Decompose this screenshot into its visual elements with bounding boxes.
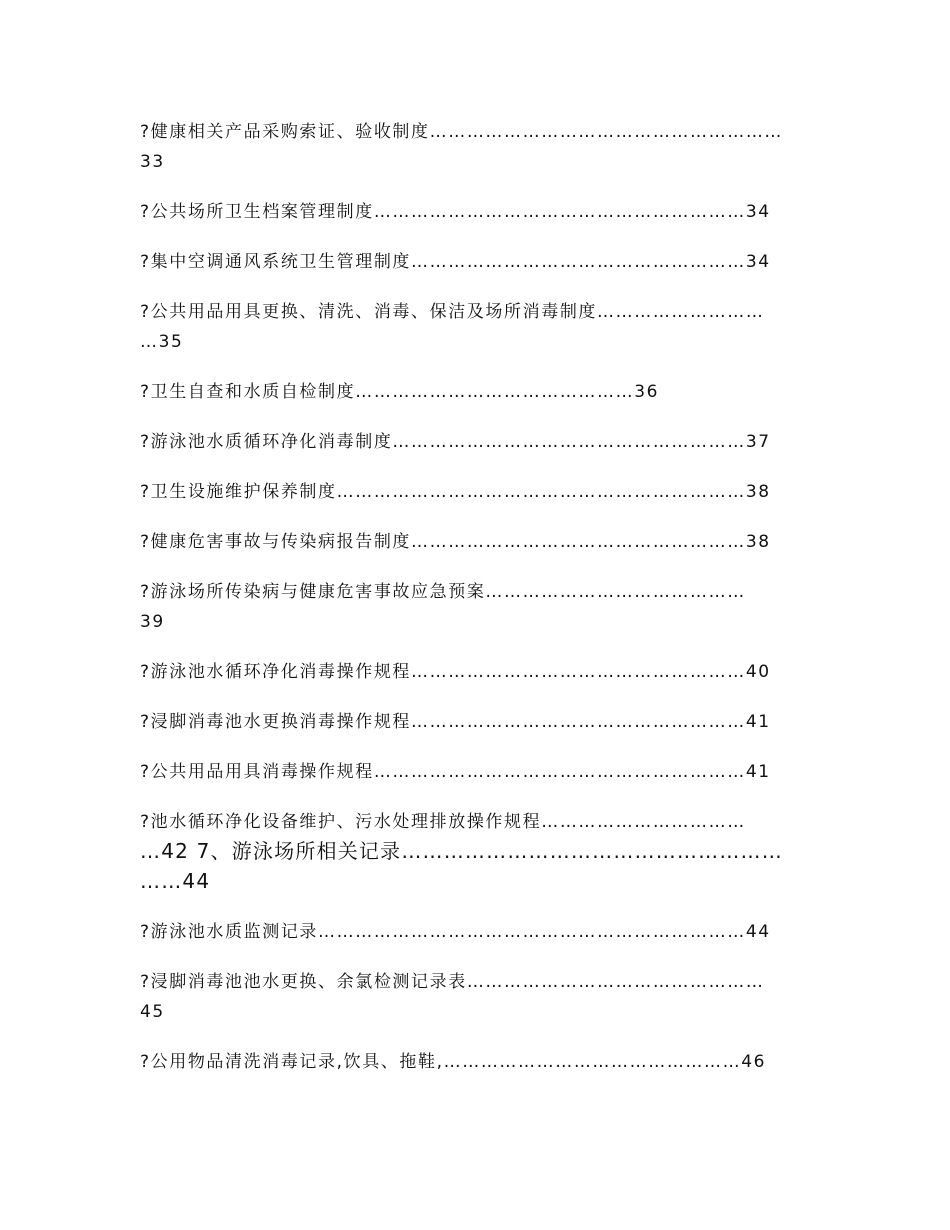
toc-entry-page-number: 45 xyxy=(140,1002,165,1022)
toc-entry-pool-water-circulation: ?游泳池水质循环净化消毒制度…………………………………………………37 xyxy=(140,432,771,452)
toc-entry-hygiene-archives: ?公共场所卫生档案管理制度……………………………………………………34 xyxy=(140,202,771,222)
toc-entry-page-number: ……44 xyxy=(140,869,211,893)
toc-entry-foot-bath-procedure: ?浸脚消毒池水更换消毒操作规程………………………………………………41 xyxy=(140,712,771,732)
toc-entry-procurement-verification: ?健康相关产品采购索证、验收制度………………………………………………… xyxy=(140,122,784,142)
toc-entry-foot-bath-chlorine-records: ?浸脚消毒池池水更换、余氯检测记录表………………………………………… xyxy=(140,972,765,992)
toc-entry-water-quality-records: ?游泳池水质监测记录……………………………………………………………44 xyxy=(140,922,771,942)
toc-entry-page-number: …35 xyxy=(140,332,184,352)
toc-entry-central-air-conditioning: ?集中空调通风系统卫生管理制度………………………………………………34 xyxy=(140,252,771,272)
toc-section-heading-records: …42 7、游泳场所相关记录……………………………………………… xyxy=(140,839,783,863)
toc-entry-incident-reporting: ?健康危害事故与传染病报告制度………………………………………………38 xyxy=(140,532,771,552)
toc-entry-pool-disinfection-procedure: ?游泳池水循环净化消毒操作规程………………………………………………40 xyxy=(140,662,771,682)
toc-entry-self-inspection: ?卫生自查和水质自检制度………………………………………36 xyxy=(140,382,660,402)
toc-entry-public-supplies-disinfection: ?公共用品用具更换、清洗、消毒、保洁及场所消毒制度……………………… xyxy=(140,302,765,322)
toc-entry-facility-maintenance: ?卫生设施维护保养制度…………………………………………………………38 xyxy=(140,482,771,502)
toc-entry-equipment-wastewater-procedure: ?池水循环净化设备维护、污水处理排放操作规程…………………………… xyxy=(140,812,746,832)
toc-entry-page-number: 39 xyxy=(140,612,165,632)
toc-entry-public-supplies-procedure: ?公共用品用具消毒操作规程……………………………………………………41 xyxy=(140,762,771,782)
toc-entry-page-number: 33 xyxy=(140,152,165,172)
toc-entry-public-items-cleaning-records: ?公用物品清洗消毒记录,饮具、拖鞋,…………………………………………46 xyxy=(140,1052,767,1072)
toc-entry-emergency-plan: ?游泳场所传染病与健康危害事故应急预案…………………………………… xyxy=(140,582,746,602)
